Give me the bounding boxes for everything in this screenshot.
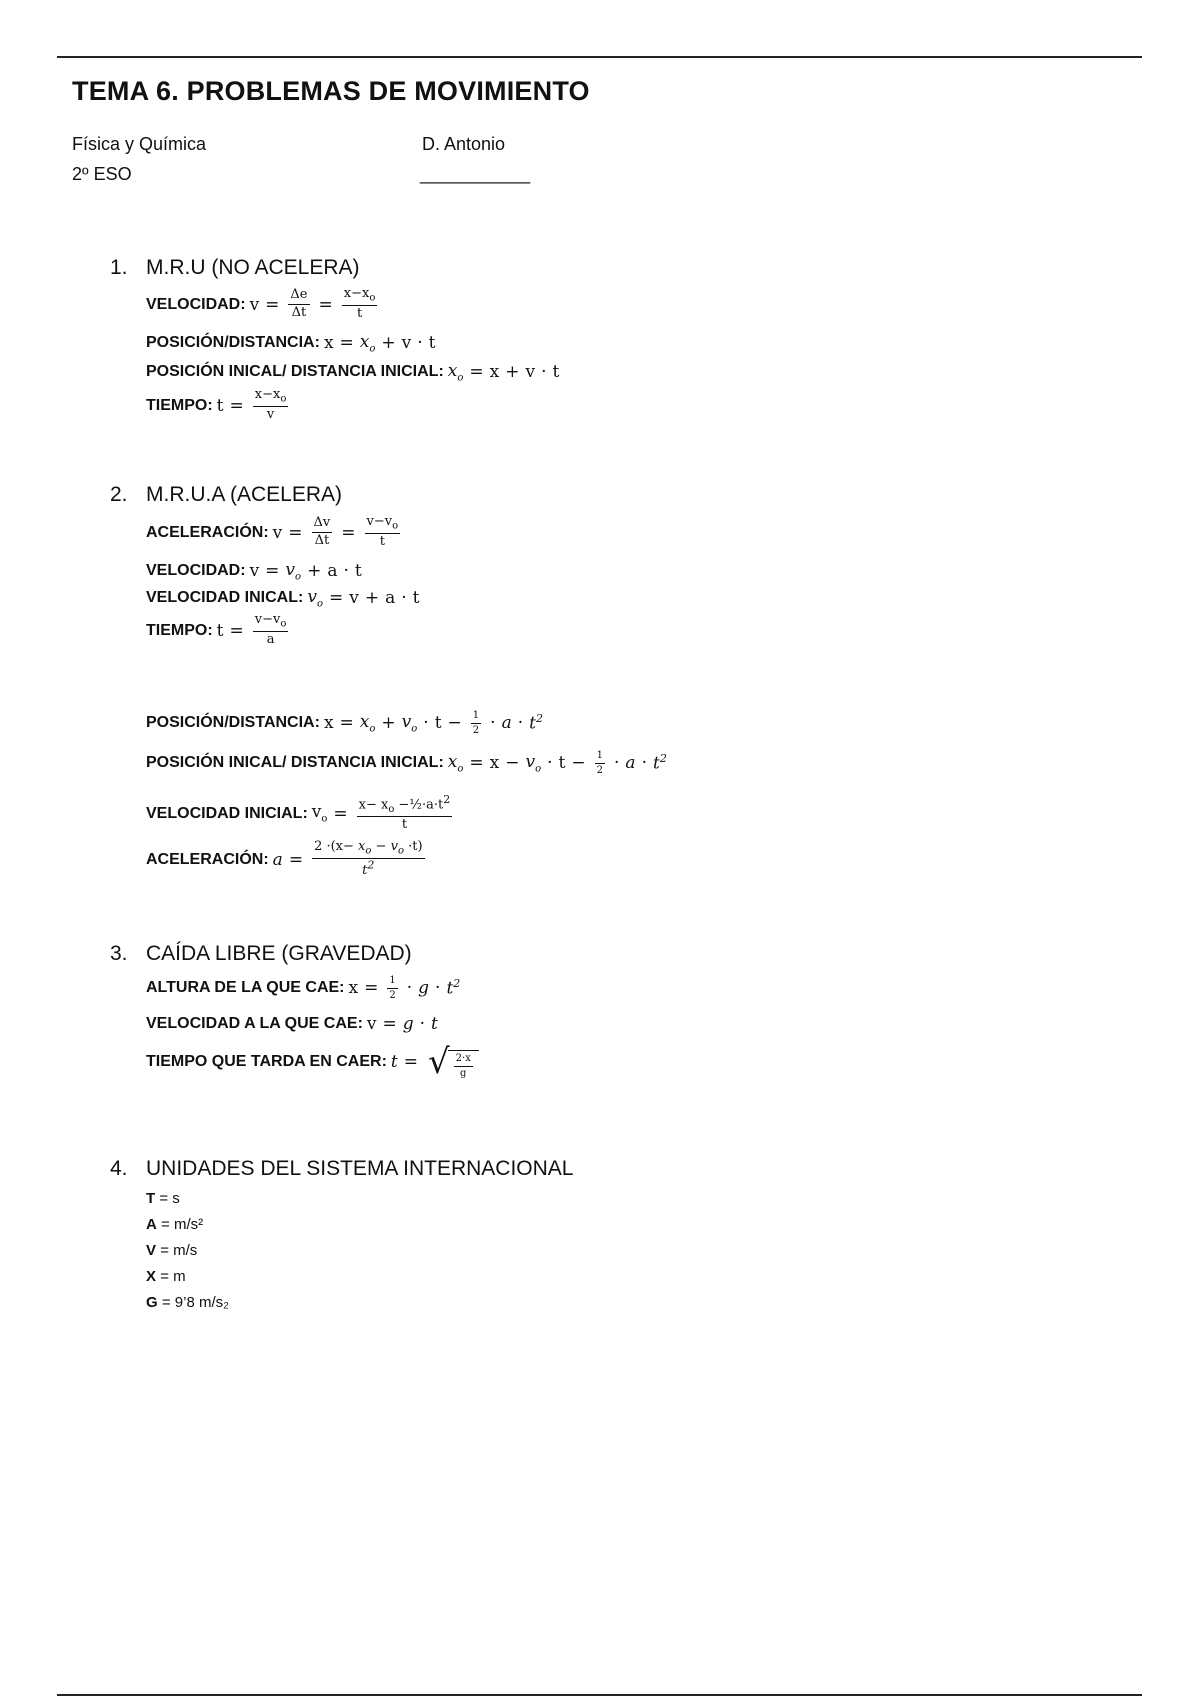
section-number: 2.	[110, 483, 128, 506]
formula-label: POSICIÓN/DISTANCIA:	[146, 714, 320, 731]
mrua-aceleracion-formula: ACELERACIÓN: v = $\frac{\Delta v}{\Delta t}$ = $\frac{v-v_o}{t}$	[146, 514, 399, 550]
mru-tiempo-formula: TIEMPO: t = $\frac{x-x_o}{v}$	[146, 387, 287, 423]
unit-item: X = m	[146, 1268, 186, 1285]
section-title: M.R.U (NO ACELERA)	[146, 256, 360, 279]
caida-velocidad-formula: VELOCIDAD A LA QUE CAE: v = g · t	[146, 1014, 438, 1034]
formula-label: TIEMPO:	[146, 396, 213, 414]
unit-item: V = m/s	[146, 1242, 198, 1259]
section-3-heading	[110, 942, 412, 966]
mrua-velocidad-formula: VELOCIDAD: v = $v_o$ + a · t	[146, 560, 362, 583]
name-blank: ___________	[420, 164, 531, 184]
section-title: UNIDADES DEL SISTEMA INTERNACIONAL	[146, 1157, 574, 1180]
section-title: CAÍDA LIBRE (GRAVEDAD)	[146, 942, 412, 965]
unit-item: G = 9’8 m/s₂	[146, 1294, 229, 1311]
mru-velocidad-formula: VELOCIDAD: v = $\frac{\Delta e}{\Delta t}$ = $\frac{x-x_o}{t}$	[146, 286, 376, 322]
formula-label: TIEMPO:	[146, 621, 213, 639]
formula-label: VELOCIDAD:	[146, 295, 246, 313]
formula-label: TIEMPO QUE TARDA EN CAER:	[146, 1053, 387, 1070]
formula-label: VELOCIDAD INICAL:	[146, 589, 304, 607]
bottom-rule	[57, 1694, 1142, 1696]
section-1-heading	[110, 256, 360, 280]
section-4-heading	[110, 1157, 573, 1181]
formula-label: POSICIÓN INICAL/ DISTANCIA INICIAL:	[146, 754, 444, 771]
formula-label: ALTURA DE LA QUE CAE:	[146, 979, 345, 996]
caida-tiempo-formula: TIEMPO QUE TARDA EN CAER: t = √ $\frac{2\cdot x}{g}$	[146, 1045, 479, 1079]
caida-altura-formula: ALTURA DE LA QUE CAE: x = $\frac{1}{2}$ · g · $t^2$	[146, 975, 461, 1001]
mrua-aceleracion-formula: ACELERACIÓN: a = $\frac{2 \cdot(x- x_o - v_o \cdot t)}{t^2}$	[146, 839, 423, 879]
course-label: 2º ESO	[72, 164, 132, 184]
formula-label: ACELERACIÓN:	[146, 850, 269, 868]
mrua-velocidad-inical-formula: VELOCIDAD INICAL: $v_o$ = v + a · t	[146, 587, 420, 610]
page-title: TEMA 6. PROBLEMAS DE MOVIMIENTO	[72, 76, 590, 106]
mru-posicion-formula: POSICIÓN/DISTANCIA: x = $x_o$ + v · t	[146, 332, 436, 355]
formula-label: VELOCIDAD A LA QUE CAE:	[146, 1015, 363, 1032]
unit-item: T = s	[146, 1190, 180, 1207]
subject-label: Física y Química	[72, 134, 207, 154]
mru-posicion-inicial-formula: POSICIÓN INICAL/ DISTANCIA INICIAL: $x_o$ = x + v · t	[146, 361, 560, 384]
formula-label: VELOCIDAD INICIAL:	[146, 804, 308, 822]
section-number: 1.	[110, 256, 128, 279]
section-2-heading	[110, 483, 342, 507]
section-number: 4.	[110, 1157, 128, 1180]
square-root: √ $\frac{2\cdot x}{g}$	[428, 1045, 479, 1079]
formula-label: POSICIÓN INICAL/ DISTANCIA INICIAL:	[146, 363, 444, 381]
mrua-posicion-inicial-formula: POSICIÓN INICAL/ DISTANCIA INICIAL: $x_o$ = x − $v_o$ · t − $\frac{1}{2}$ · a · $t^2$	[146, 750, 667, 776]
formula-label: VELOCIDAD:	[146, 562, 246, 580]
formula-label: ACELERACIÓN:	[146, 523, 269, 541]
unit-item: A = m/s²	[146, 1216, 204, 1233]
section-title: M.R.U.A (ACELERA)	[146, 483, 343, 506]
section-number: 3.	[110, 942, 128, 965]
top-rule	[57, 56, 1142, 58]
mrua-tiempo-formula: TIEMPO: t = $\frac{v-v_o}{a}$	[146, 612, 287, 648]
formula-label: POSICIÓN/DISTANCIA:	[146, 334, 320, 352]
mrua-posicion-formula: POSICIÓN/DISTANCIA: x = $x_o$ + $v_o$ · t − $\frac{1}{2}$ · a · $t^2$	[146, 710, 543, 736]
teacher-label: D. Antonio	[422, 134, 506, 154]
mrua-velocidad-inicial-formula: VELOCIDAD INICIAL: $v_o$ = $\frac{x- x_o -\frac{1}{2}\cdot a\cdot t^2}{t}$	[146, 793, 451, 833]
